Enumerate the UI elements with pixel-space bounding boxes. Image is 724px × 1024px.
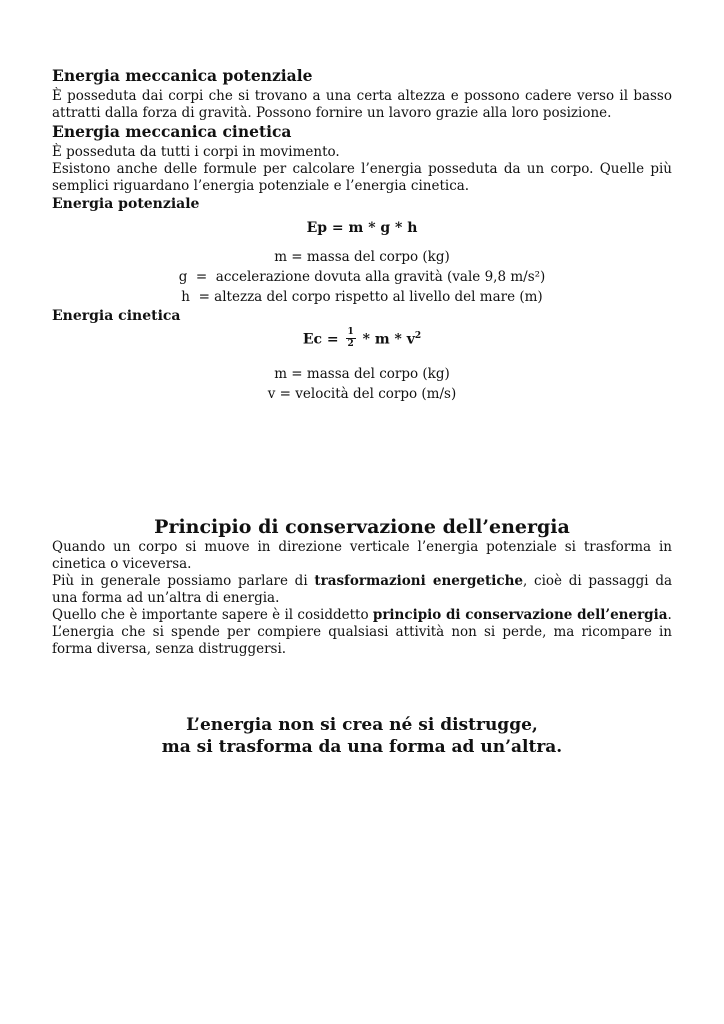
formula-ec-exponent: 2 xyxy=(414,330,422,341)
heading-energia-meccanica-potenziale: Energia meccanica potenziale xyxy=(52,66,313,85)
formula-energia-potenziale: Ep = m * g * h xyxy=(306,220,418,236)
definitions-energia-potenziale xyxy=(52,247,672,307)
paragraph-trasformazioni-energetiche xyxy=(52,573,672,607)
heading-energia-meccanica-cinetica: Energia meccanica cinetica xyxy=(52,122,292,141)
formula-ec-prefix: Ec = xyxy=(302,331,344,348)
fraction-denominator: 2 xyxy=(347,339,354,349)
heading-energia-cinetica: Energia cinetica xyxy=(52,308,181,324)
p3-text-post: . xyxy=(667,607,672,623)
formula-energia-cinetica xyxy=(52,329,672,350)
definition-gravita: g = accelerazione dovuta alla gravità (vale 9,8 m/s²) xyxy=(178,269,546,285)
p2-bold-trasformazioni: trasformazioni energetiche xyxy=(314,573,524,589)
p2-text-post: , cioè di passaggi da una forma ad un’altra di energia. xyxy=(52,573,673,606)
definition-massa: m = massa del corpo (kg) xyxy=(274,249,450,265)
paragraph-cinetica-descrizione: È posseduta da tutti i corpi in movimento. xyxy=(52,144,340,160)
fraction-one-half xyxy=(346,328,356,349)
statement-finale-riga2: ma si trasforma da una forma ad un’altra. xyxy=(161,737,563,757)
definition-altezza: h = altezza del corpo rispetto al livello del mare (m) xyxy=(181,289,543,305)
p2-text-pre: Più in generale possiamo parlare di xyxy=(52,573,315,589)
definition-massa-ec: m = massa del corpo (kg) xyxy=(274,366,450,382)
definition-velocita: v = velocità del corpo (m/s) xyxy=(267,386,457,402)
heading-energia-potenziale: Energia potenziale xyxy=(52,196,200,212)
paragraph-potenziale-descrizione: È posseduta dai corpi che si trovano a una certa altezza e possono cadere verso il basso attratti dalla forza di gravità. Possono fornire un lavoro grazie alla loro posizione. xyxy=(52,88,672,121)
formula-ec-suffix: * m * v xyxy=(357,331,415,348)
statement-finale-riga1: L’energia non si crea né si distrugge, xyxy=(186,715,538,735)
p3-bold-principio: principio di conservazione dell’energia xyxy=(372,607,668,623)
paragraph-energia-non-si-perde: L’energia che si spende per compiere qualsiasi attività non si perde, ma ricompare in forma diversa, senza distruggersi. xyxy=(52,624,672,657)
fraction-numerator: 1 xyxy=(347,327,354,337)
paragraph-trasformazione-verticale: Quando un corpo si muove in direzione verticale l’energia potenziale si trasforma in cinetica o viceversa. xyxy=(52,539,672,572)
statement-finale xyxy=(52,714,672,758)
definitions-energia-cinetica xyxy=(52,364,672,404)
paragraph-formule-intro: Esistono anche delle formule per calcolare l’energia posseduta da un corpo. Quelle più semplici riguardano l’energia potenziale e l’energia cinetica. xyxy=(52,161,672,194)
paragraph-principio xyxy=(52,607,672,624)
p3-text-pre: Quello che è importante sapere è il cosiddetto xyxy=(52,607,373,623)
heading-principio-conservazione: Principio di conservazione dell’energia xyxy=(154,516,570,538)
